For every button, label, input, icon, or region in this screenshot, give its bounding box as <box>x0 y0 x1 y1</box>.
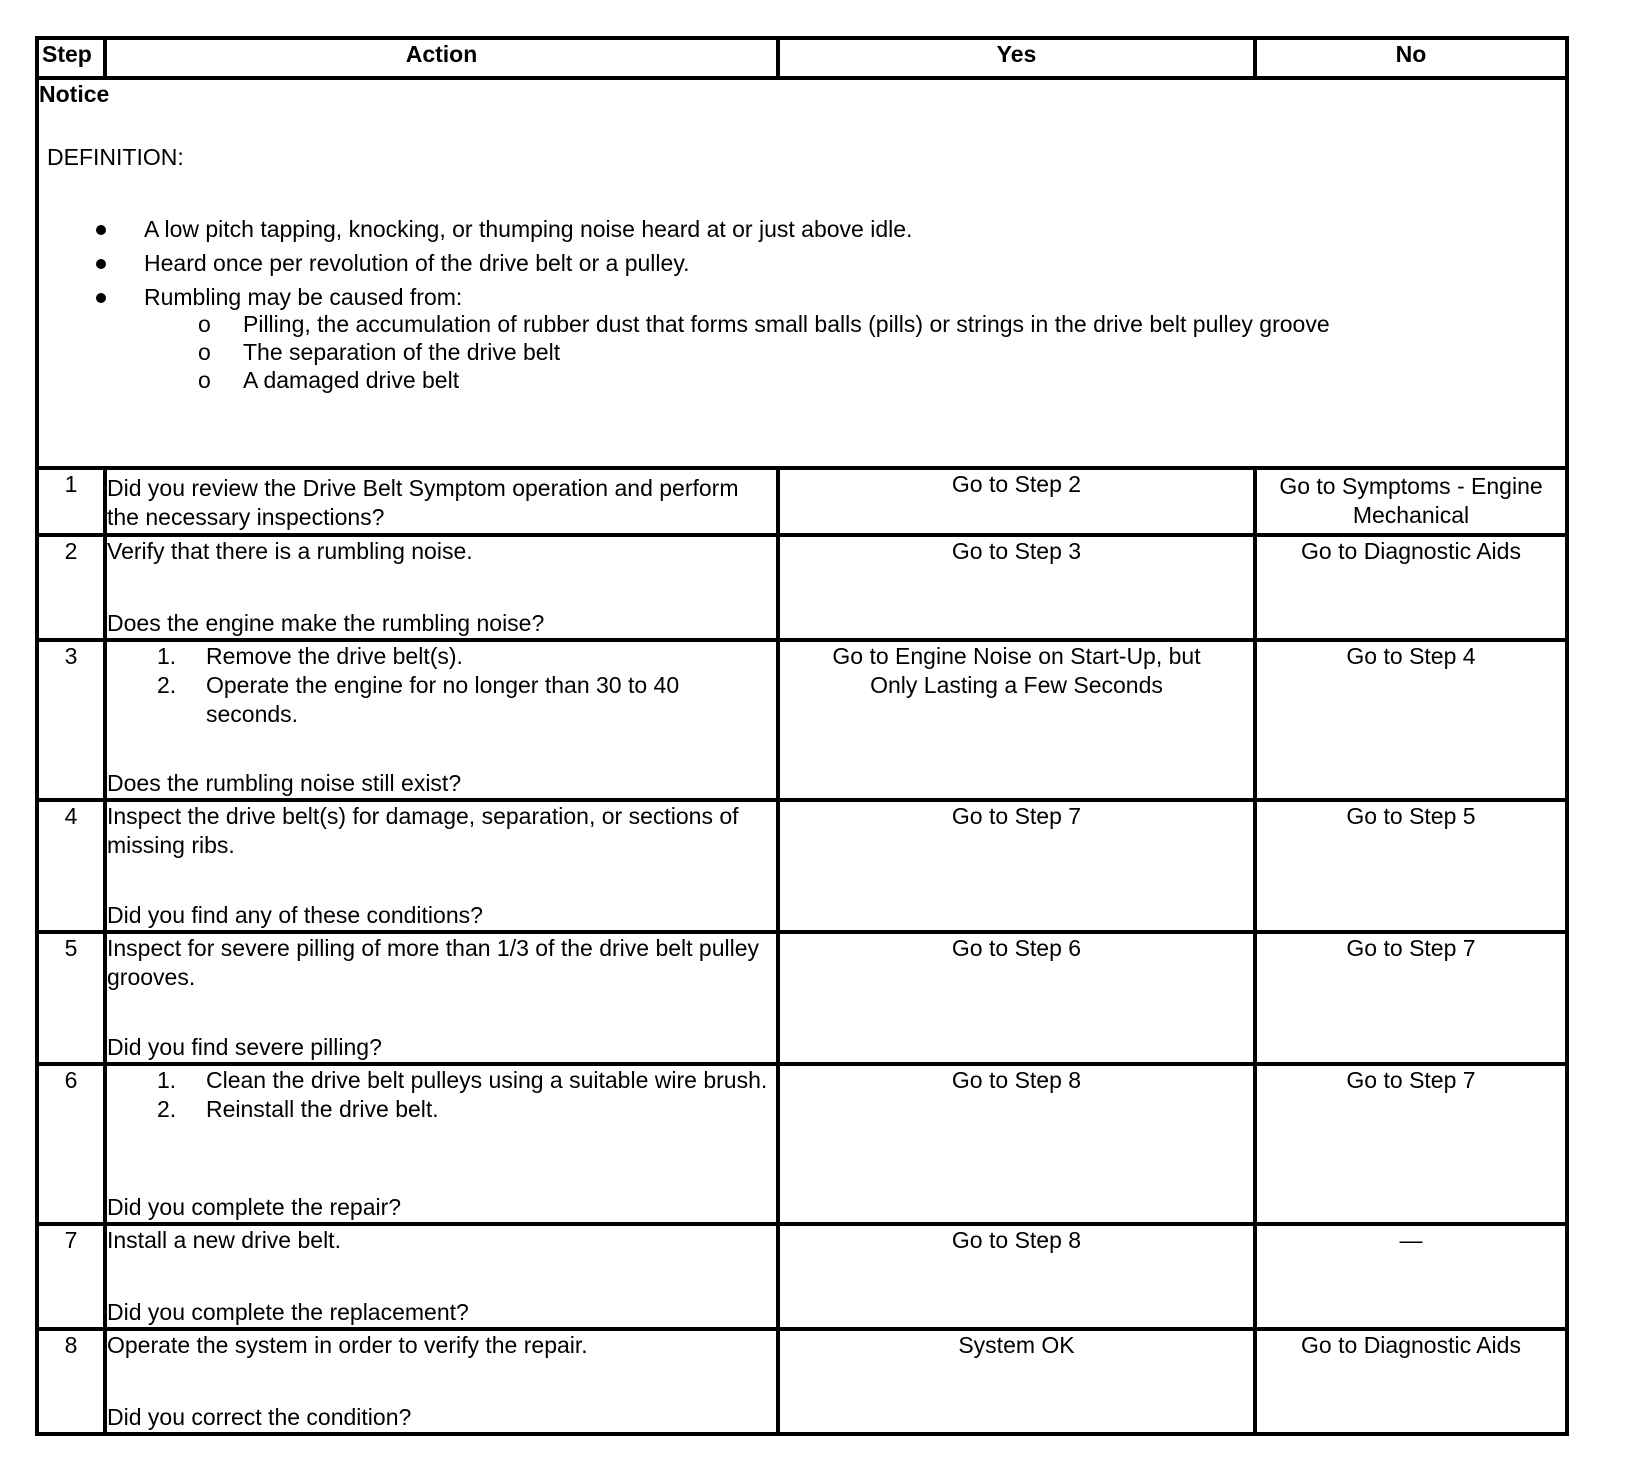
no-cell: Go to Step 7 <box>1255 932 1567 1064</box>
yes-cell: Go to Step 6 <box>778 932 1255 1064</box>
yes-cell: System OK <box>778 1329 1255 1434</box>
step-num: 1. <box>157 643 177 669</box>
action-question: Did you find any of these conditions? <box>107 902 483 928</box>
definition-item <box>39 280 1565 394</box>
table-row <box>37 800 1567 932</box>
action-cell <box>105 1224 778 1329</box>
action-text: Inspect the drive belt(s) for damage, separation, or sections of missing ribs. <box>107 803 739 858</box>
action-text: Inspect for severe pilling of more than 1/3 of the drive belt pulley grooves. <box>107 935 760 990</box>
table-row <box>37 932 1567 1064</box>
step-text: Reinstall the drive belt. <box>206 1096 439 1122</box>
action-text: Did you review the Drive Belt Symptom operation and perform the necessary inspections? <box>107 475 739 530</box>
no-cell: — <box>1255 1224 1567 1329</box>
cause-item <box>144 338 1565 366</box>
sub-bullet-marker: o <box>198 311 211 337</box>
table-row <box>37 468 1567 535</box>
table-row <box>37 640 1567 800</box>
no-cell: Go to Step 7 <box>1255 1064 1567 1224</box>
header-step: Step <box>37 38 105 78</box>
action-question: Did you complete the repair? <box>107 1194 402 1220</box>
step-num: 2. <box>157 1096 177 1122</box>
action-cell <box>105 535 778 640</box>
diagnostic-table <box>35 36 1569 1436</box>
action-step <box>107 1066 776 1095</box>
step-number: 1 <box>37 468 105 535</box>
action-question: Did you find severe pilling? <box>107 1034 382 1060</box>
notice-row <box>37 78 1567 468</box>
step-number: 2 <box>37 535 105 640</box>
action-cell <box>105 468 778 535</box>
action-step <box>107 642 776 671</box>
notice-cell <box>37 78 1567 468</box>
step-number: 8 <box>37 1329 105 1434</box>
action-step <box>107 1095 776 1124</box>
yes-cell: Go to Step 8 <box>778 1064 1255 1224</box>
action-steps <box>107 1066 776 1124</box>
action-question: Did you correct the condition? <box>107 1404 412 1430</box>
action-cell <box>105 640 778 800</box>
definition-label: DEFINITION: <box>47 144 184 170</box>
action-cell <box>105 932 778 1064</box>
action-cell <box>105 800 778 932</box>
action-question: Did you complete the replacement? <box>107 1299 469 1325</box>
yes-cell: Go to Engine Noise on Start-Up, but Only Lasting a Few Seconds <box>778 640 1255 800</box>
action-cell <box>105 1329 778 1434</box>
cause-text: The separation of the drive belt <box>243 339 561 365</box>
no-cell: Go to Step 5 <box>1255 800 1567 932</box>
header-action: Action <box>105 38 778 78</box>
step-num: 2. <box>157 672 177 698</box>
cause-text: Pilling, the accumulation of rubber dust that forms small balls (pills) or strings in the drive belt pulley groove <box>243 311 1330 337</box>
definition-item: A low pitch tapping, knocking, or thumping noise heard at or just above idle. <box>39 212 1565 246</box>
no-cell: Go to Diagnostic Aids <box>1255 1329 1567 1434</box>
yes-cell: Go to Step 2 <box>778 468 1255 535</box>
cause-item <box>144 366 1565 394</box>
action-step <box>107 671 776 729</box>
action-text: Install a new drive belt. <box>107 1227 341 1253</box>
action-text: Operate the system in order to verify the repair. <box>107 1332 588 1358</box>
yes-cell: Go to Step 8 <box>778 1224 1255 1329</box>
step-text: Remove the drive belt(s). <box>206 643 463 669</box>
cause-item <box>144 310 1565 338</box>
definition-list <box>39 212 1565 394</box>
step-number: 6 <box>37 1064 105 1224</box>
step-number: 3 <box>37 640 105 800</box>
step-text: Clean the drive belt pulleys using a suitable wire brush. <box>206 1067 768 1093</box>
yes-cell: Go to Step 3 <box>778 535 1255 640</box>
action-question: Does the engine make the rumbling noise? <box>107 610 545 636</box>
notice-title: Notice <box>39 81 110 107</box>
yes-cell: Go to Step 7 <box>778 800 1255 932</box>
no-cell: Go to Symptoms - Engine Mechanical <box>1255 468 1567 535</box>
action-text: Verify that there is a rumbling noise. <box>107 538 473 564</box>
action-question: Does the rumbling noise still exist? <box>107 770 462 796</box>
table-row <box>37 535 1567 640</box>
cause-text: A damaged drive belt <box>243 367 460 393</box>
table-row <box>37 1329 1567 1434</box>
table-row <box>37 1064 1567 1224</box>
no-cell: Go to Step 4 <box>1255 640 1567 800</box>
action-steps <box>107 642 776 729</box>
sub-bullet-marker: o <box>198 339 211 365</box>
header-row <box>37 38 1567 78</box>
action-cell <box>105 1064 778 1224</box>
sub-bullet-marker: o <box>198 367 211 393</box>
step-num: 1. <box>157 1067 177 1093</box>
step-number: 7 <box>37 1224 105 1329</box>
step-number: 5 <box>37 932 105 1064</box>
header-no: No <box>1255 38 1567 78</box>
definition-item: Heard once per revolution of the drive belt or a pulley. <box>39 246 1565 280</box>
no-cell: Go to Diagnostic Aids <box>1255 535 1567 640</box>
table-row <box>37 1224 1567 1329</box>
step-number: 4 <box>37 800 105 932</box>
header-yes: Yes <box>778 38 1255 78</box>
step-text: Operate the engine for no longer than 30 to 40 seconds. <box>206 672 680 727</box>
cause-list <box>144 310 1565 394</box>
definition-item-text: Rumbling may be caused from: <box>144 284 463 310</box>
